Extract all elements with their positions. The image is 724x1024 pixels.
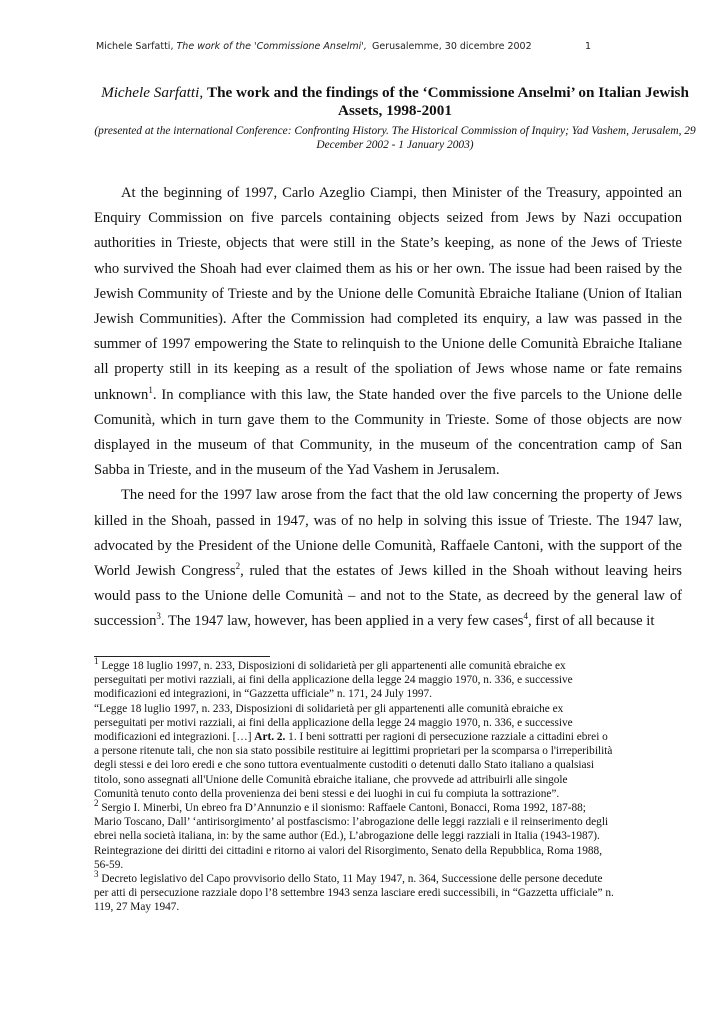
footnote-ref-3[interactable]: 3 <box>156 611 161 622</box>
paragraph-1: At the beginning of 1997, Carlo Azeglio Ciampi, then Minister of the Treasury, appointed an Enquiry Commission on five parcels containing objects seized from Jews by Nazi occupation authorities in Trieste, objects that were still in the State’s keeping, as none of the Jews of Trieste who survived the Shoah had ever claimed them as his or her own. The issue had been raised by the Jewish Community of Trieste and by the Unione delle Comunità Ebraiche Italiane (Union of Italian Jewish Communities). After the Commission had completed its enquiry, a law was passed in the summer of 1997 empowering the State to relinquish to the Unione delle Comunità Ebraiche Italiane all property still in its keeping as a result of the spoliation of Jews whose name or fate remains unknown$^1$. In compliance with this law, the State handed over the five parcels to the Unione delle Comunità, which in turn gave them to the Community in Trieste. Some of those objects are now displayed in the museum of that Community, in the museum of the concentration camp of San Sabba in Trieste, and in the museum of the Yad Vashem in Jerusalem. <box>94 185 682 479</box>
footnote-ref-4[interactable]: 4 <box>523 611 528 622</box>
footnotes <box>94 656 614 915</box>
title-block <box>90 84 700 152</box>
body-text <box>94 181 682 635</box>
paragraph-2: The need for the 1997 law arose from the fact that the old law concerning the property of Jews killed in the Shoah, passed in 1947, was of no help in solving this issue of Trieste. The 1947 law, advocated by the President of the Unione delle Comunità, Raffaele Cantoni, with the support of the World Jewish Congress$^2$, ruled that the estates of Jews killed in the Shoah without leaving heirs would pass to the Unione delle Comunità – and not to the State, as decreed by the general law of succession$^3$. The 1947 law, however, has been applied in a very few cases$^4$, first of all because it <box>94 487 682 630</box>
title-author: Michele Sarfatti <box>101 84 200 101</box>
header-date: Gerusalemme, 30 dicembre 2002 <box>372 41 532 52</box>
title-text: The work and the findings of the ‘Commissione Anselmi’ on Italian Jewish Assets, 1998-2001 <box>206 84 689 119</box>
footnote-ref-1[interactable]: 1 <box>148 384 153 395</box>
header-work-title: The work of the 'Commissione Anselmi', <box>176 41 367 52</box>
header-author: Michele Sarfatti, <box>96 41 174 52</box>
footnote-1-quote: “Legge 18 luglio 1997, n. 233, Disposizioni di solidarietà per gli appartenenti alle comunità ebraiche ex perseguitati per motivi razziali, ai fini della applicazione della legge 24 maggio 1970, n. 336, e successive modificazioni ed integrazioni. […] Art. 2. 1. I beni sottratti per ragioni di persecuzione razziale a cittadini ebrei o a persone ritenute tali, che non sia stato possibile restituire ai legittimi proprietari per la scomparsa o l'irreperibilità degli stessi e dei loro eredi e che sono tuttora eventualmente custoditi o detenuti dallo Stato italiano a qualsiasi titolo, sono assegnati all'Unione delle Comunità ebraiche italiane, che provvede ad attribuirli alle singole Comunità tenuto conto della provenienza dei beni stessi e dei luoghi in cui fu compiuta la sottrazione”. <box>94 702 613 800</box>
paper-subtitle: (presented at the international Conference: Confronting History. The Historical Commission of Inquiry; Yad Vashem, Jerusalem, 29 December 2002 - 1 January 2003) <box>94 125 696 151</box>
footnote-2: $^2$ Sergio I. Minerbi, Un ebreo fra D’Annunzio e il sionismo: Raffaele Cantoni, Bonacci, Roma 1992, 187-88; Mario Toscano, Dall’ ‘antirisorgimento’ al postfascismo: l’abrogazione delle leggi razziali e il reinserimento degli ebrei nella società italiana, in: by the same author (Ed.), L’abrogazione delle leggi razziali in Italia (1943-1987). Reintegrazione dei diritti dei cittadini e ritorno ai valori del Risorgimento, Senato della Repubblica, Roma 1988, 56-59. <box>94 798 609 871</box>
footnote-3: $^3$ Decreto legislativo del Capo provvisorio dello Stato, 11 May 1947, n. 364, Successione delle persone decedute per atti di persecuzione razziale dopo l’8 settembre 1943 senza lasciare eredi successibili, in “Gazzetta ufficiale” n. 119, 27 May 1947. <box>94 869 614 914</box>
page-number: 1 <box>585 41 592 52</box>
paper-title: Michele Sarfatti, The work and the findings of the ‘Commissione Anselmi’ on Italian Jewish Assets, 1998-2001 <box>101 84 689 119</box>
footnote-divider <box>94 656 270 657</box>
footnote-1: $^1$ Legge 18 luglio 1997, n. 233, Disposizioni di solidarietà per gli appartenenti alle comunità ebraiche ex perseguitati per motivi razziali, ai fini della applicazione della legge 24 maggio 1970, n. 336, e successive modificazioni ed integrazioni, in “Gazzetta ufficiale” n. 171, 24 July 1997. <box>94 656 573 701</box>
footnote-ref-2[interactable]: 2 <box>235 561 241 572</box>
running-header <box>96 41 616 52</box>
